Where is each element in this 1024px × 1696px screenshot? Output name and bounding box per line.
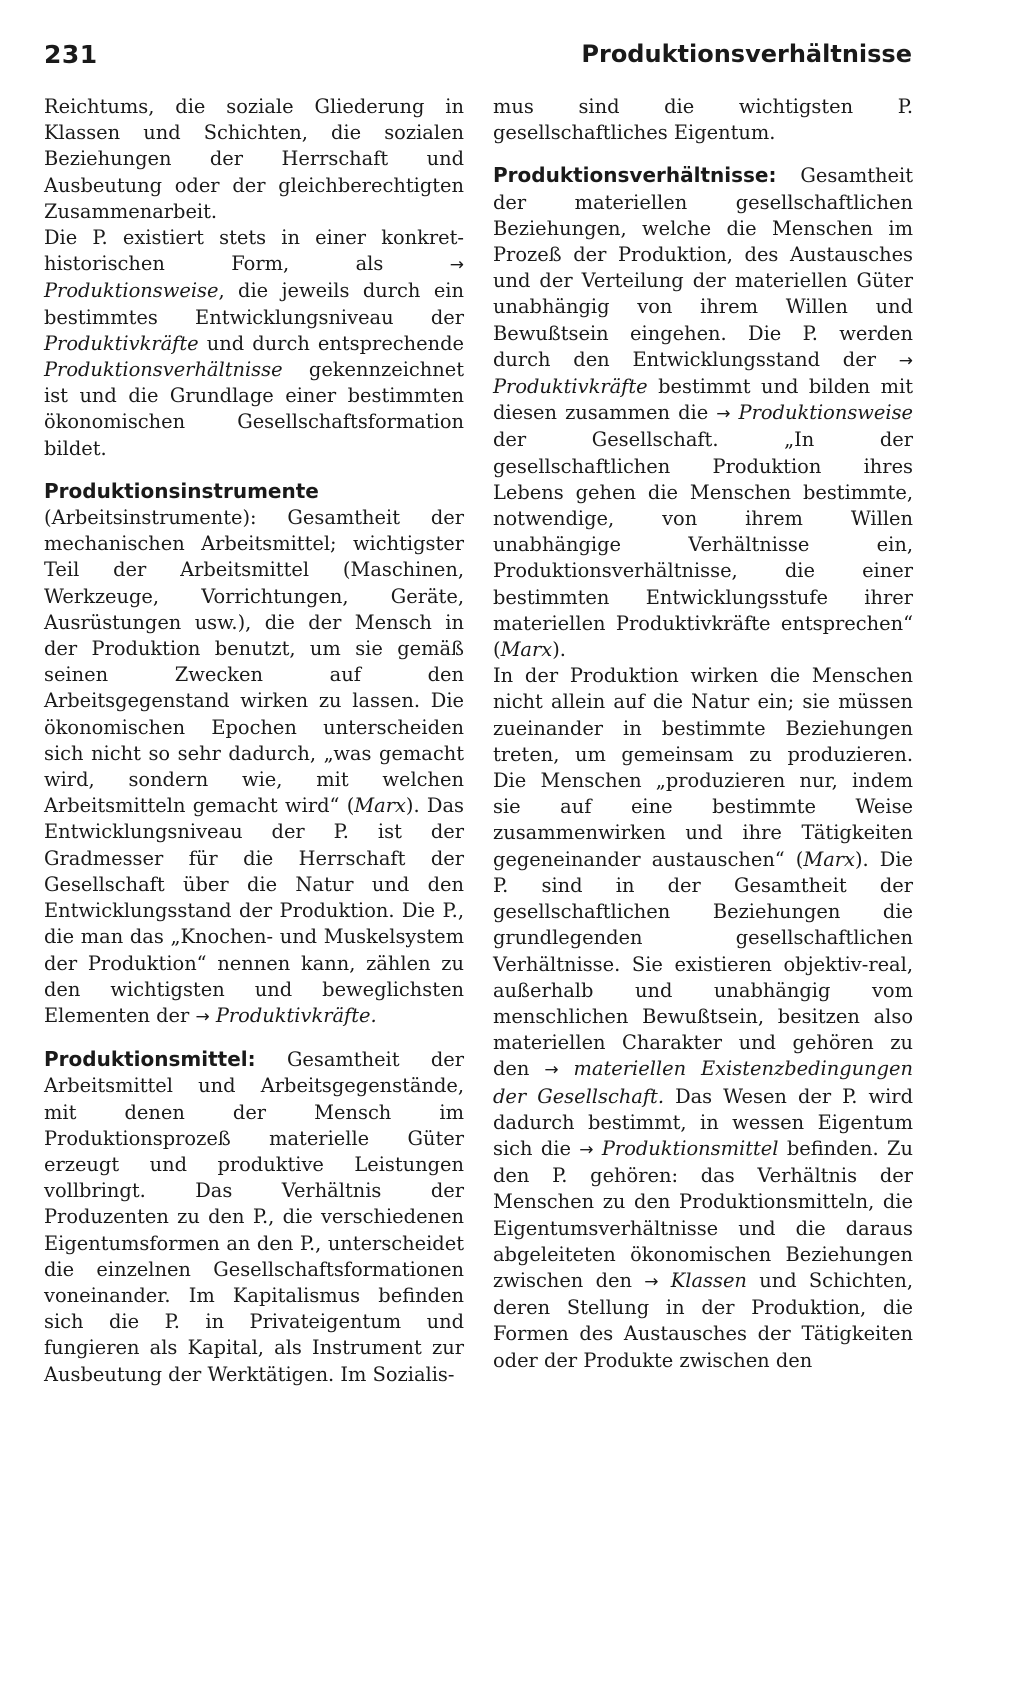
paragraph — [493, 94, 913, 146]
text: befinden. Zu den P. gehören: das Verhältnis der Menschen zu den Produktionsmitteln, die Eigentumsverhältnisse und die daraus abgeleiteten ökonomischen Beziehungen zwischen den — [493, 1136, 913, 1292]
cross-reference-arrow-icon: → — [579, 1139, 594, 1160]
running-head: Produktionsverhältnisse — [581, 40, 912, 68]
cross-reference-link[interactable]: Produktivkräfte — [493, 375, 648, 399]
page-header — [44, 40, 912, 76]
right-column — [493, 94, 913, 1374]
cross-reference-arrow-icon: → — [544, 1060, 559, 1081]
emphasis: Produktivkräfte — [44, 331, 199, 355]
text: Das Wesen der P. wird dadurch bestimmt, in wessen Eigentum sich die — [493, 1084, 913, 1160]
text: mus sind die wichtigsten P. gesellschaftliches Eigentum. — [493, 95, 913, 145]
citation-author: Marx — [354, 794, 406, 818]
text: und Schichten, deren Stellung in der Produktion, die Formen des Austausches der Tätigkeiten oder der Produkte zwischen den — [493, 1268, 913, 1372]
cross-reference-link[interactable]: Produktionsweise — [44, 279, 219, 303]
text: In der Produktion wirken die Menschen nicht allein auf die Natur ein; sie müssen zueinander in bestimmte Beziehungen treten, um gemeinsam zu produzieren. Die Menschen „produzieren nur, indem sie auf eine bestimmte Weise zusammenwirken und ihre Tätigkeiten gegeneinander austauschen“ ( — [493, 664, 913, 871]
text: Gesamtheit der materiellen gesellschaftlichen Beziehungen, welche die Menschen im Prozeß der Produktion, des Austausches und der Verteilung der materiellen Güter unabhängig von ihrem Willen und Bewußtsein eingehen. Die P. werden durch den Entwicklungsstand der — [493, 164, 913, 371]
cross-reference-arrow-icon: → — [644, 1271, 659, 1292]
text: ). Die P. sind in der Gesamtheit der gesellschaftlichen Beziehungen die grundlegenden gesellschaftlichen Verhältnisse. Sie existieren objektiv-real, außerhalb und unabhängig vom menschlichen Bewußtsein, besitzen also materiellen Charakter und gehören zu den — [493, 847, 914, 1081]
entry-headword: Produktionsinstrumente — [44, 478, 319, 503]
cross-reference-link[interactable]: Produktionsweise — [738, 401, 913, 425]
text: , die jeweils durch ein bestimmtes Entwicklungsniveau der — [44, 279, 464, 329]
cross-reference-link[interactable]: Klassen — [670, 1268, 747, 1292]
entry-headword: Produktionsmittel: — [44, 1047, 256, 1072]
entry-headword: Produktionsverhältnisse: — [493, 163, 777, 188]
emphasis: Produktionsverhältnisse — [44, 358, 283, 382]
text: Reichtums, die soziale Gliederung in Klassen und Schichten, die sozialen Beziehungen der Herrschaft und Ausbeutung oder der gleichberechtigten Zusammenarbeit. — [44, 95, 464, 223]
cross-reference-arrow-icon: → — [449, 255, 464, 276]
text: ). — [552, 638, 566, 662]
paragraph — [44, 225, 464, 462]
entry-produktionsverhaeltnisse — [493, 162, 913, 663]
text: der Gesellschaft. „In der gesellschaftlichen Produktion ihres Lebens gehen die Menschen bestimmte, notwendige, von ihrem Willen unabhängige Verhältnisse ein, Produktionsverhältnisse, die einer bestimmten Entwicklungsstufe ihrer materiellen Produktivkräfte entsprechen“ ( — [493, 428, 913, 662]
text: bestimmt und bilden mit diesen zusammen die — [493, 375, 913, 425]
entry-produktionsinstrumente — [44, 478, 464, 1030]
cross-reference-arrow-icon: → — [716, 404, 731, 425]
cross-reference-link[interactable]: Produktionsmittel — [601, 1136, 779, 1160]
text: (Arbeitsinstrumente): Gesamtheit der mechanischen Arbeitsmittel; wichtigster Teil der Arbeitsmittel (Maschinen, Werkzeuge, Vorrichtungen, Geräte, Ausrüstungen usw.), die der Mensch in der Produktion benutzt, um sie gemäß seinen Zwecken auf den Arbeitsgegenstand wirken zu lassen. Die ökonomischen Epochen unterscheiden sich nicht so sehr dadurch, „was gemacht wird, sondern wie, mit welchen Arbeitsmitteln gemacht wird“ ( — [44, 506, 464, 818]
paragraph — [493, 663, 913, 1373]
cross-reference-link[interactable]: Produktivkräfte. — [215, 1003, 377, 1027]
text: gekennzeichnet ist und die Grundlage einer bestimmten ökonomischen Gesellschaftsformation bildet. — [44, 358, 464, 460]
cross-reference-arrow-icon: → — [195, 1006, 210, 1027]
text: Die P. existiert stets in einer konkret-historischen Form, als — [44, 226, 464, 276]
entry-produktionsmittel — [44, 1046, 464, 1388]
text: und durch entsprechende — [206, 331, 464, 355]
page-number: 231 — [44, 40, 98, 69]
cross-reference-link[interactable]: materiellen Existenzbedingungen der Gesellschaft. — [493, 1057, 913, 1108]
citation-author: Marx — [803, 847, 855, 871]
text: ). Das Entwicklungsniveau der P. ist der Gradmesser für die Herrschaft der Gesellschaft über die Natur und den Entwicklungsstand der Produktion. Die P., die man das „Knochen- und Muskelsystem der Produktion“ nennen kann, zählen zu den wichtigsten und beweglichsten Elementen der — [44, 794, 464, 1027]
citation-author: Marx — [500, 638, 553, 662]
left-column — [44, 94, 464, 1388]
cross-reference-arrow-icon: → — [898, 350, 913, 371]
text: Gesamtheit der Arbeitsmittel und Arbeitsgegenstände, mit denen der Mensch im Produktionsprozeß materielle Güter erzeugt und produktive Leistungen vollbringt. Das Verhältnis der Produzenten zu den P., die verschiedenen Eigentumsformen an den P., unterscheidet die einzelnen Gesellschaftsformationen voneinander. Im Kapitalismus befinden sich die P. in Privateigentum und fungieren als Kapital, als Instrument zur Ausbeutung der Werktätigen. Im Sozialis- — [44, 1048, 464, 1386]
paragraph — [44, 94, 464, 225]
